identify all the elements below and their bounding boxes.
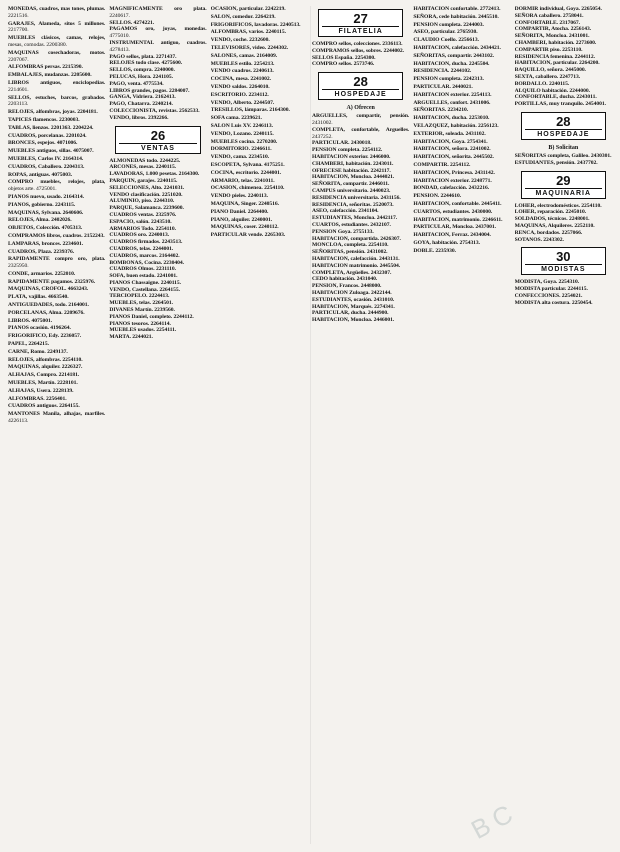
classified-ad: GOYA, habitación. 2754313. — [413, 239, 481, 246]
classified-ad: HABITACION, particular. 2264200. — [514, 60, 600, 67]
classified-ad: COMPLETA, Argüelles. 2432307. — [311, 269, 392, 276]
column-6 — [515, 6, 612, 844]
classified-ad: HABITACION, ducha. 2245504. — [413, 60, 490, 67]
classified-ad: MONEDAS, cuadros, mas tones, plumas. 2221516. — [8, 6, 106, 19]
classified-ad: LIBROS. 4075001. — [8, 317, 53, 324]
hospedaje-list — [312, 113, 409, 324]
section-maquinaria — [521, 171, 606, 199]
classified-ad: ESCOPETA, Sylvana. 4175251. — [210, 161, 285, 168]
classified-ad: TERCIOPELO. 2224413. — [109, 293, 170, 300]
classified-ad: HABITACION, Princesa. 2431142. — [413, 169, 495, 176]
classified-ad: HABITACION, compartida. 2426307. — [311, 235, 401, 242]
classified-ad: PIANO, alquiler. 2240001. — [210, 216, 273, 223]
classified-ad: MODISTA, Goya. 2254310. — [514, 279, 580, 286]
classified-ad: MAQUINA, Singer. 2240516. — [210, 200, 279, 207]
classified-ad: PAGAMOS oro, joyas, monedas. 4775010. — [109, 26, 207, 40]
classified-ad: DORMITORIO. 2246611. — [210, 146, 272, 153]
classified-ad: ASEO, calefacción. 2341104. — [311, 208, 379, 215]
classified-ad: BRONCES, espejos. 4071006. — [8, 140, 78, 147]
classified-ad: LAVADORAS, 1.000 pesetas. 2164300. — [109, 171, 200, 178]
classified-ad: PENSION completa. 2242313. — [413, 76, 484, 83]
classified-ad: PENSION Goya. 2755133. — [311, 228, 374, 235]
classified-ad: HABITACION, Goya. 2754341. — [413, 138, 488, 145]
column-2 — [109, 6, 206, 844]
classified-ad: PIANO Daniel. 2264400. — [210, 208, 269, 215]
classified-ad: COMPRAMOS sellos, sobres. 2244002. — [311, 47, 405, 54]
section-hospedaje — [318, 72, 403, 100]
classified-ad: PLATA, vajillas. 4663540. — [8, 294, 69, 301]
classified-ad: MUEBLES clásicos, camas, relojes, mesas, comodas. 2200380. — [8, 35, 106, 48]
classified-ad: HABITACION exterior. 2254113. — [413, 91, 492, 98]
classified-ad: TELEVISORES, video. 2244302. — [210, 44, 289, 51]
classified-ad: VENDO, Alberto. 2244507. — [210, 99, 275, 106]
classified-ad: CLAUDIO Coello. 2256613. — [413, 37, 479, 44]
classified-ad: RELOJES, alfombras, joyas. 2204181. — [8, 109, 98, 116]
classified-ad: LOHER, reparación. 2245010. — [514, 209, 587, 216]
section-number: 28 — [556, 113, 571, 129]
classified-ad: MAQUINAS, CROFOL. 4663243. — [8, 286, 89, 293]
classified-ad: BAQUILLO, señora. 2445000. — [514, 67, 586, 74]
classified-ad: PIANOS tesoros. 2264114. — [109, 320, 171, 327]
classified-ad: LOHER, electrodomésticos. 2254110. — [514, 202, 602, 209]
classified-ad: COMPRO sellos. 2573746. — [311, 61, 375, 68]
classified-ad: COCINA, escritorio. 2244001. — [210, 169, 282, 176]
classified-ad: CARNE, Romo. 2249137. — [8, 348, 68, 355]
classified-ad: ARGUELLES, compartir, pensión. 2431002. — [311, 113, 410, 126]
classified-ad: CUADROS, Plaza. 2239376. — [8, 248, 75, 255]
classified-ad: PARQUE, Salamanca. 2239600. — [109, 205, 184, 212]
classified-ad: ROPAS, antiguas. 4075003. — [8, 171, 73, 178]
column-3 — [211, 6, 308, 844]
classified-ad: VENDO cuadros. 2240613. — [210, 68, 274, 75]
classified-ad: CONFORTABLE, ducha. 2243011. — [514, 94, 597, 101]
classified-ad: SELLOS. 4274221. — [109, 19, 155, 26]
classified-ad: ALFOMBRAS. 2256401. — [8, 395, 67, 402]
classified-ad: SEÑORITA, Moncloa. 2431001. — [514, 33, 590, 40]
classified-ad: BOMBONAS, Cocina. 2230404. — [109, 259, 185, 266]
classified-ad: ANTIGUEDADES, todo. 2164001. — [8, 302, 89, 309]
classified-ad: SELECCIONES, Alto. 2241031. — [109, 184, 185, 191]
classified-ad: MODISTA alta costura. 2250454. — [514, 299, 593, 306]
classified-ad: HABITACION, ducha. 2253010. — [413, 115, 490, 122]
classified-ad: HABITACION, confortable. 2445411. — [413, 200, 502, 207]
classified-ad: SEÑORITAS. 2234210. — [413, 107, 469, 114]
classified-ad: DIVANES Martín. 2239560. — [109, 307, 175, 314]
classified-ad: CUARTOS, estudiantes. 2430000. — [413, 208, 493, 215]
section-number: 29 — [556, 172, 571, 188]
classified-ad: LAMPARAS, bronces. 2234601. — [8, 240, 84, 247]
classified-ad: ESTUDIANTES, pensión. 2437702. — [514, 159, 598, 166]
classified-ad: MUEBLES, telas. 2264501. — [109, 300, 173, 307]
classified-ad: VENDO, cama. 2234510. — [210, 154, 270, 161]
classified-ad: COMPRO sellos, colecciones. 2336113. — [311, 41, 403, 47]
classified-ad: COMPARTIR, Atocha. 2256143. — [514, 26, 592, 33]
classified-ad: PAGO, venta. 4775534. — [109, 80, 164, 87]
classified-ad: CUADROS firmados. 2243513. — [109, 239, 183, 246]
classified-ad: VENDO clasificación. 2251020. — [109, 191, 183, 198]
classified-ad: HABITACION, señora. 2241002. — [413, 146, 491, 153]
library-watermark: BC — [466, 795, 523, 845]
classified-ad: MUEBLES, Carlos IV. 2164314. — [8, 155, 84, 162]
classified-ad: VENDO, libros. 2392266. — [109, 114, 169, 121]
classified-ad: CUADROS oro. 2240013. — [109, 232, 170, 239]
classified-ad: CUADROS ventas. 2325976. — [109, 211, 177, 218]
classified-ad: SEÑORITAS, pensión. 2431002. — [311, 249, 388, 256]
classified-ad: SEÑORA caballero. 2758041. — [514, 12, 584, 19]
classified-ad: HABITACION, Moncloa. 2446001. — [311, 317, 395, 324]
classified-ad: HABITACION, Ferraz. 2434004. — [413, 232, 491, 239]
classified-ad: PARQUIN, garajes. 2240115. — [109, 177, 178, 184]
classified-ad: PAPEL, 2264215. — [8, 341, 49, 348]
classified-ad: SALONES, camas. 2164009. — [210, 52, 278, 59]
classified-ad: OBJETOS, Colección. 4705313. — [8, 225, 83, 232]
classified-ad: PENSION completa. 2244003. — [413, 21, 484, 28]
classified-ad: CAMPUS universitario. 2440023. — [311, 187, 391, 194]
hospedaje-list-cont — [515, 6, 612, 108]
classified-ad: HABITACION matrimonio. 2445504. — [311, 262, 401, 269]
classified-ad: HABITACION, matrimonio. 2246611. — [413, 216, 503, 223]
classified-page — [8, 6, 612, 844]
section-number: 30 — [556, 249, 571, 265]
classified-ad: PENSION, Francos. 2448000. — [311, 283, 382, 290]
classified-ad: FRIGORIFICO, Edy. 2236057. — [8, 333, 82, 340]
classified-ad: ALUMINIO, piso. 2244310. — [109, 198, 175, 205]
classified-ad: MAQUINAS, Sylvana. 2640606. — [8, 209, 84, 216]
classified-ad: RESIDENCIA universitaria. 2431156. — [311, 194, 401, 201]
classified-ad: SEXTA, caballero. 2247713. — [514, 73, 581, 80]
filatelia-list — [312, 41, 409, 68]
classified-ad: TRESILLOS, lámparas. 2164300. — [210, 107, 290, 114]
classified-ad: HABITACION, calefacción. 2434421. — [413, 44, 501, 51]
classified-ad: COMPRAMOS libros, cuadros. 2152243. — [8, 232, 105, 239]
classified-ad: CONDE, armarios. 2252010. — [8, 270, 76, 277]
classified-ad: SELLOS, estuches, barcos, grabados. 2203113. — [8, 94, 106, 108]
classified-ad: ALFOMBRAS, varios. 2240115. — [210, 29, 286, 36]
classified-ad: SEÑORITAS completa, Galileo. 2430301. — [514, 152, 612, 159]
classified-ad: FRIGORIFICOS, lavadoras. 2240513. — [210, 21, 301, 28]
classified-ad: ESTUDIANTES, Moncloa. 2442117. — [311, 215, 398, 222]
classified-ad: CUADROS Olmos. 2231110. — [109, 266, 176, 273]
classified-ad: OCASION, particular. 2242219. — [210, 6, 286, 12]
modistas-list — [515, 279, 612, 306]
classified-ad: DORMIR individual, Goya. 2265054. — [514, 6, 602, 12]
classified-ad: PENSION. 2244610. — [413, 193, 462, 200]
classified-ad: SOFA cama. 2239621. — [210, 115, 262, 122]
classified-ad: OFRECESE habitación. 2242117. — [311, 167, 391, 174]
classified-ad: SALON Luis XV. 2246113. — [210, 122, 273, 129]
classified-ad: RAPIDAMENTE pagamos. 2325976. — [8, 278, 96, 285]
classified-ad: SOFA, buen estado. 2241001. — [109, 273, 178, 280]
classified-ad: CEDO habitación. 2431040. — [311, 276, 378, 283]
classified-ad: PARTICULAR, Moncloa. 2437001. — [413, 224, 496, 231]
classified-ad: MAQUINAS, coser. 2240112. — [210, 224, 279, 231]
classified-ad: ALMONEDAS todo. 2244225. — [109, 157, 181, 164]
classified-ad: MAGNIFICAMENTE oro plata. 2240617. — [109, 6, 207, 19]
classified-ad: HABITACION, señorita. 2445502. — [413, 154, 494, 161]
section-hospedaje-b — [521, 112, 606, 140]
classified-ad: PIANOS, gobierno. 2243115. — [8, 201, 76, 208]
classified-ad: MARTA. 2244021. — [109, 334, 153, 341]
classified-ad: RAPIDAMENTE compro oro, plata. 2325950. — [8, 256, 106, 270]
classified-ad: PIANOS Daniel, completo. 2244112. — [109, 313, 194, 320]
classified-ad: PAGO sellos, plata. 2271437. — [109, 53, 177, 60]
classified-ad: MANTONES Manila, alhajas, marfiles. 4226113. — [8, 411, 106, 425]
classified-ad: COMPARTIR piso. 2253110. — [514, 46, 583, 53]
classified-ad: COMPLETA, confortable, Arguelles. 2437252. — [311, 126, 410, 140]
classified-ad: BONDAD, calefacción. 2432216. — [413, 185, 490, 192]
subhead-ofrecen: A) Ofrecen — [346, 105, 375, 112]
classified-ad: HABITACION confortable. 2772413. — [413, 6, 501, 12]
classified-ad: VENDO pieles. 2240113. — [210, 193, 268, 200]
classified-ad: ESTUDIANTES, ocasión. 2431010. — [311, 296, 395, 303]
classified-ad: COMPRO muebles, relojes, plata, objetos arte. 4725001. — [8, 179, 106, 193]
classified-ad: HABITACION, calefacción. 2443131. — [311, 255, 400, 262]
classified-ad: COMPARTIR. 2254112. — [413, 161, 471, 168]
classified-ad: ALFOMBRAS persas. 2215390. — [8, 64, 83, 71]
classified-ad: ESCRITORIO. 2234112. — [210, 91, 269, 98]
section-modistas — [521, 247, 606, 275]
classified-ad: SEÑORITA, compartir. 2446011. — [311, 181, 390, 188]
classified-ad: MONCLOA, completa. 2254110. — [311, 242, 389, 249]
classified-ad: PORCELANAS, Alma. 2209676. — [8, 309, 85, 316]
classified-ad: TABLAS, lienzos. 2201363. 2204224. — [8, 124, 94, 131]
classified-ad: GANGA, Vidriera. 2162413. — [109, 94, 176, 101]
classified-ad: LIBROS antiguos, enciclopedias. 2214601. — [8, 79, 106, 93]
classified-ad: SELLOS España. 2254300. — [311, 54, 376, 61]
section-title: HOSPEDAJE — [525, 129, 602, 138]
section-title: FILATELIA — [322, 26, 399, 35]
classified-ad: SALON, comedor. 2264219. — [210, 13, 276, 20]
section-filatelia — [318, 9, 403, 37]
classified-ad: ALHAJAS, Usera. 2228139. — [8, 387, 74, 394]
classified-ad: SEÑORITAS, compartir. 2443102. — [413, 52, 495, 59]
classified-ad: CHAMBERI, habitación. 2243011. — [311, 160, 394, 167]
classified-ad: HABITACION, Marqués. 2274341. — [311, 303, 395, 310]
classified-ad: ALQUILO habitación. 2244000. — [514, 87, 591, 94]
classified-ad: ARMARIOS Todo. 2254110. — [109, 225, 176, 232]
classified-ad: BORDALLO. 2240115. — [514, 80, 570, 87]
classified-ad: RESIDENCIA, señoritas. 2520073. — [311, 201, 394, 208]
classified-ad: COCINA, mesa. 2241002. — [210, 76, 271, 83]
classified-ad: MAQUINAS, Alquileres. 2252110. — [514, 222, 595, 229]
section-number: 26 — [150, 127, 166, 143]
ventas-list — [109, 158, 206, 342]
classified-ad: EXTERIOR, soleada. 2431102. — [413, 130, 486, 137]
classified-ad: HABITACION exterior. 2248771. — [413, 177, 492, 184]
classified-ad: PENSION completa. 2254112. — [311, 147, 383, 154]
classified-ad: MUEBLES usados. 2254111. — [109, 327, 177, 334]
classified-ad: ESPACIO, salón. 2243510. — [109, 218, 172, 225]
classified-ad: RELOJES, alfombras. 2254110. — [8, 356, 83, 363]
columns — [8, 6, 612, 844]
classified-ad: CONFORTABLE. 2317067. — [514, 19, 580, 26]
classified-ad: HABITACION exterior. 2446000. — [311, 153, 391, 160]
classified-ad: GARAJES, Alameda, sitos 5 millones. 2217700. — [8, 20, 106, 34]
classified-ad: ARGUELLES, confort. 2431006. — [413, 99, 491, 106]
classified-ad: OCASION, chimenea. 2254110. — [210, 185, 285, 192]
classified-ad: RESIDENCIA femenina. 2244112. — [514, 53, 595, 60]
classified-ad: MAQUINAS, alquiler. 2226327. — [8, 364, 83, 371]
classified-ad: INSTRUMENTAL antiguo, cuadros. 4278413. — [109, 39, 207, 53]
classified-ad: MUEBLES antiguos, sillas. 4075007. — [8, 148, 94, 155]
section-number: 27 — [353, 11, 368, 26]
classified-ad: PARTICULAR vende. 2265303. — [210, 232, 286, 239]
section-title: MAQUINARIA — [525, 188, 602, 197]
solicitan-list — [515, 153, 612, 167]
classified-ad: CUADROS, marcos. 2164402. — [109, 252, 180, 259]
classified-ad: HABITACION Zuloaga. 2422144. — [311, 289, 392, 296]
classified-ad: SOLDADOS, técnicos. 2248001. — [514, 216, 590, 223]
classified-ad: EMBALAJES, mudanzas. 2205600. — [8, 72, 92, 79]
classified-ad: MODISTA particular. 2244115. — [514, 286, 588, 293]
classified-ad: SELLOS, compra. 2240000. — [109, 67, 175, 74]
classified-ad: ARMARIO, telas. 2241011. — [210, 177, 275, 184]
section-title: MODISTAS — [525, 264, 602, 273]
column-1 — [8, 6, 105, 844]
classified-ad: PELUCAS, Hora. 2241105. — [109, 73, 173, 80]
classified-ad: SOTANOS. 2243302. — [514, 236, 564, 243]
classified-ad: MAQUINAS cosechadoras, motos. 2207067. — [8, 49, 106, 63]
column-5 — [413, 6, 510, 844]
classified-ad: PORTILLAS, muy tranquilo. 2454001. — [514, 101, 606, 108]
classified-ad: CUADROS, Caballero. 2204313. — [8, 163, 85, 170]
classified-ad: VENDO, coche. 2232600. — [210, 37, 270, 44]
classified-ad: PARTICULAR, ducha. 2444900. — [311, 310, 389, 317]
classified-ad: MUEBLES cocina. 2270200. — [210, 138, 278, 145]
classified-ad: MUEBLES, Martín. 2228101. — [8, 380, 78, 387]
classified-ad: ARCONES, mesas. 2240115. — [109, 164, 177, 171]
section-title: VENTAS — [119, 143, 196, 152]
classified-ad: VENDO saldos. 2264010. — [210, 83, 270, 90]
classified-ad: CUADROS, porcelanas. 2201024. — [8, 132, 87, 139]
classified-ad: CUADROS, telas. 2244001. — [109, 245, 174, 252]
classified-ad: CHAMBERI, habitación. 2273600. — [514, 39, 597, 46]
classified-ad: SEÑORA, cede habitación. 2445510. — [413, 13, 499, 20]
classified-ad: PARTICULAR. 2430018. — [311, 140, 372, 147]
subhead-solicitan: B) Solicitan — [548, 144, 579, 151]
classified-ad: HABITACION, Moncloa. 2444021. — [311, 174, 395, 181]
section-title: HOSPEDAJE — [322, 89, 399, 98]
column-4 — [312, 6, 409, 844]
classified-ad: VENDO, Lozano. 2240115. — [210, 130, 274, 137]
section-number: 28 — [353, 74, 368, 90]
classified-ad: CUADROS antiguos. 2264155. — [8, 403, 80, 410]
classified-ad: MUEBLES estilo. 2254213. — [210, 60, 275, 67]
classified-ad: CUARTOS, estudiantes. 2432107. — [311, 221, 391, 228]
classified-ad: LIBROS grandes, pagos. 2284007. — [109, 87, 190, 94]
section-ventas — [115, 126, 200, 154]
maquinaria-list — [515, 203, 612, 244]
compras-list — [109, 6, 206, 122]
classified-ad: ALHAJAS, Compro. 2214181. — [8, 372, 80, 379]
classified-ad: PIANOS Chassaigne. 2240115. — [109, 279, 182, 286]
classified-ad: RENCA, bordados. 2257066. — [514, 229, 583, 236]
classified-ad: TAPICES flamencos. 2230003. — [8, 116, 80, 123]
classified-ad: DOBLE. 2235930. — [413, 247, 456, 254]
classified-ad: VENDO, Castellana. 2264155. — [109, 286, 180, 293]
classified-ad: PIANOS nuevo, usado. 2164314. — [8, 193, 84, 200]
classified-ad: RELOJES, Alma. 2402026. — [8, 217, 72, 224]
classified-ad: RESIDENCIA. 2244102. — [413, 68, 472, 75]
classified-ad: RELOJES todo clase. 4275600. — [109, 60, 183, 67]
classified-ad: CONFECCIONES. 2254021. — [514, 292, 583, 299]
classified-ad: PARTICULAR. 2440021. — [413, 83, 473, 90]
classified-ad: PIANOS ocasión. 4196264. — [8, 325, 71, 332]
classified-ad: PAGO, Chatarra. 2240214. — [109, 101, 173, 108]
classified-ad: COLECCIONISTA, revistas. 2562533. — [109, 107, 200, 114]
classified-ad: ASEO, particular. 2765930. — [413, 29, 478, 36]
classified-ad: VELAZQUEZ, habitación. 2256123. — [413, 122, 499, 129]
